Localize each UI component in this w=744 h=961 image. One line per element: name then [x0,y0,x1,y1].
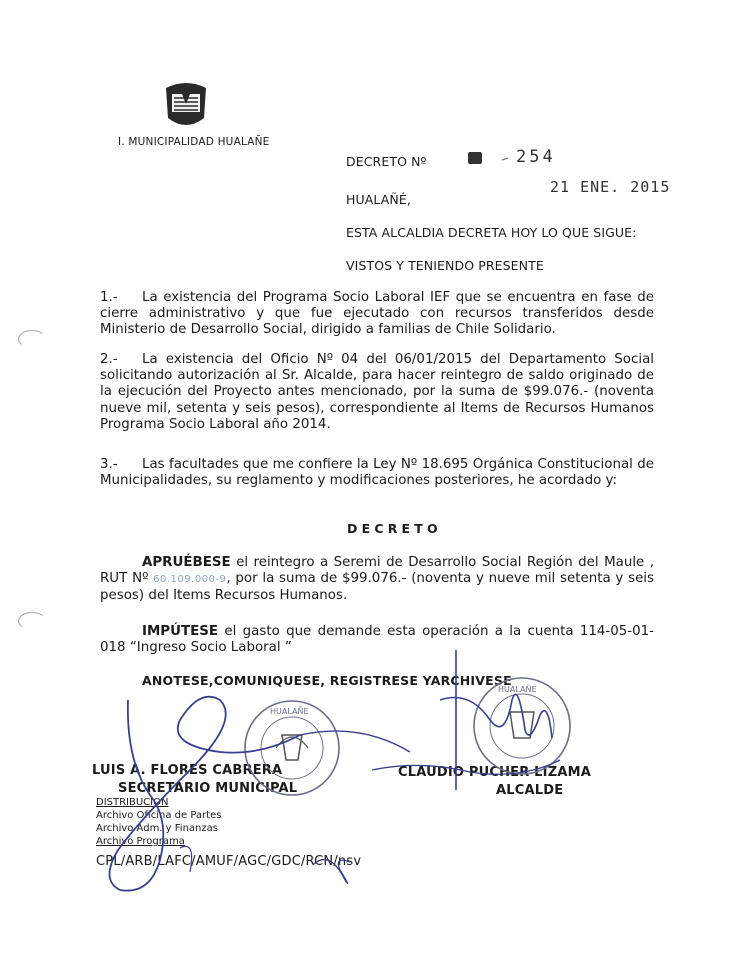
secretary-name: LUIS A. FLORES CABRERA [92,763,283,778]
mayor-seal-icon [474,678,570,774]
imputese-text: el gasto que demande esta operación a la cuenta 114-05-01-018 “Ingreso Socio Laboral ” [100,624,654,656]
considerando-text: Las facultades que me confiere la Ley Nº 18.695 Orgánica Constitucional de Municipalidades, su reglamento y modificaciones posteriores, he acordado y: [100,457,654,489]
rut-value: 60.109.000-9 [153,574,227,586]
date-stamp: 21 ENE. 2015 [550,178,671,196]
mayor-title: ALCALDE [496,783,564,798]
distribution-item: Archivo Programa [96,836,185,847]
mayor-name: CLAUDIO PUCHER LIZAMA [398,765,591,780]
distribution-item: Archivo Adm. y Finanzas [96,823,218,834]
initials-line: CPL/ARB/LAFC/AMUF/AGC/GDC/RCN/nsv [96,854,362,869]
decree-label: DECRETO Nº [346,154,427,169]
secretary-signature-stroke [109,697,300,891]
secretary-seal-icon [245,701,339,795]
distribution-heading: DISTRIBUCION [96,797,169,808]
considerando-text: La existencia del Oficio Nº 04 del 06/01/2015 del Departamento Social solicitando autorización al Sr. Alcalde, para hacer reintegro de saldo originado de la ejecución del Proyecto antes mencionado, por la suma de $99.076.- (noventa nueve mil, setenta y seis pesos), correspondiente al Items de Recursos Humanos Programa Socio Laboral año 2014. [100,352,654,432]
mayor-signature-stroke [372,760,560,774]
considerando-number: 2.- [100,352,118,367]
pen-mark [502,158,508,160]
considerando-text: La existencia del Programa Socio Laboral IEF que se encuentra en fase de cierre administrativo y que fue ejecutado con recursos transferidos desde Ministerio de Desarrollo Social, dirigido a familias de Chile Solidario. [100,290,654,338]
preamble: ESTA ALCALDIA DECRETA HOY LO QUE SIGUE: [346,225,637,240]
seal-text: HUALAÑE [498,685,537,694]
apruebese-label: APRUÉBESE [142,555,231,570]
seal-text: HUALAÑE [270,707,309,716]
initials-scribble [180,846,192,872]
decreto-title: DECRETO [347,521,442,536]
municipality-name: I. MUNICIPALIDAD HUALAÑE [118,136,270,148]
closing-formula: ANOTESE,COMUNIQUESE, REGISTRESE YARCHIVESE [142,673,512,688]
considerando-number: 1.- [100,290,118,305]
secretary-signature-stroke [300,731,410,752]
considerando-number: 3.- [100,457,118,472]
vistos-heading: VISTOS Y TENIENDO PRESENTE [346,258,544,273]
distribution-item: Archivo Oficina de Partes [96,810,222,821]
apruebese-text-1: el reintegro a Seremi de Desarrollo Social Región del Maule , RUT [100,555,654,587]
rut-prefix: Nº [132,571,149,587]
apruebese-text-2: , por la suma de $99.076.- (noventa y nueve mil setenta y seis pesos) del Items Recursos Humanos. [100,571,654,604]
secretary-title: SECRETARIO MUNICIPAL [118,781,298,796]
imputese-label: IMPÚTESE [142,624,219,639]
decree-number: 254 [516,147,556,167]
initials-scribble [314,860,350,884]
city: HUALAÑÉ, [346,192,411,207]
